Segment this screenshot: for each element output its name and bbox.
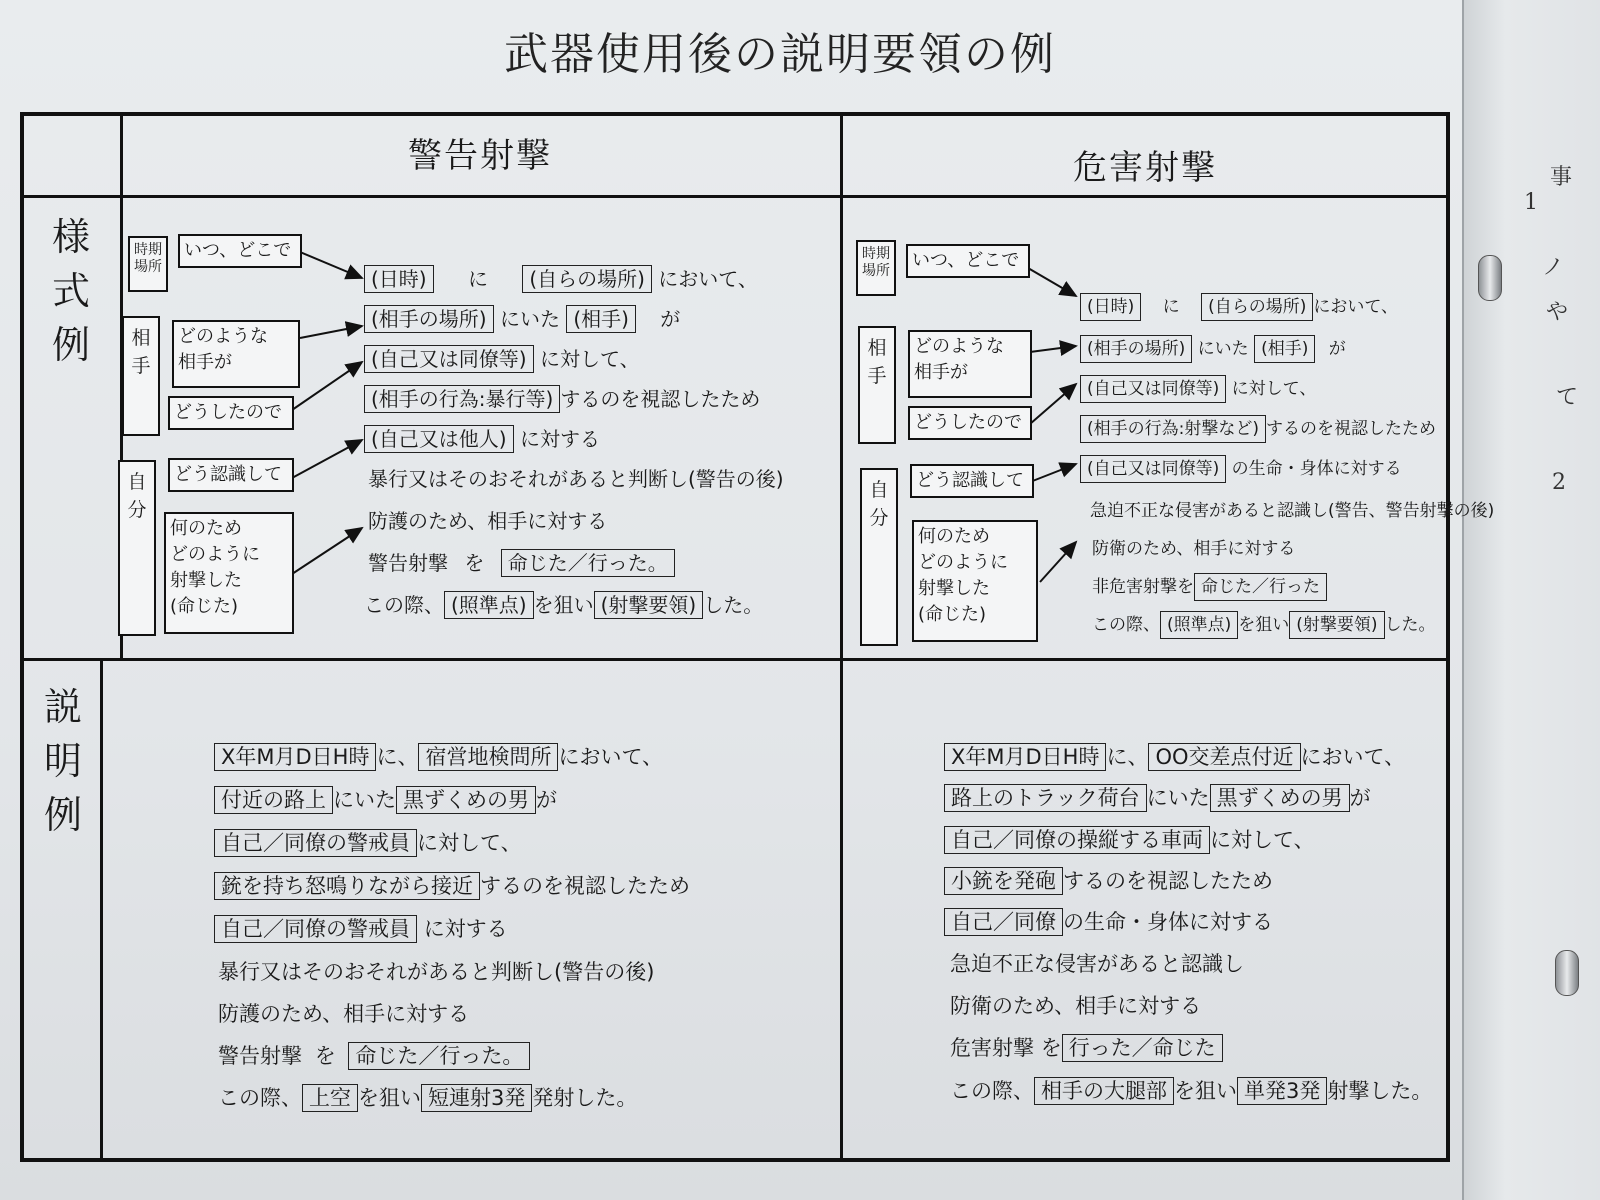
format-line [364,424,600,454]
example-line [214,828,522,858]
label-how-recognize: どう認識して [910,464,1034,498]
text: した。 [703,593,764,617]
text: を狙い [1238,615,1290,635]
format-line: 防護のため、相手に対する [368,509,608,533]
side-page-char: 2 [1552,470,1566,495]
text: にいた [1197,339,1249,359]
row-label-format: 様式例 [51,215,90,367]
value-box: OO交差点付近 [1148,743,1300,771]
side-page-char: や [1546,300,1569,325]
text: 非危害射撃を [1092,577,1194,597]
label-text: 相手が [178,352,232,373]
text: この際、 [218,1086,302,1110]
row-label-explanation: 説明例 [43,685,82,837]
label-text: 何のため [918,526,990,547]
text: に、 [1106,745,1149,769]
placeholder-box: (相手) [1254,335,1315,363]
text: するのを視認したため [1063,869,1273,893]
placeholder-box: (日時) [364,265,434,293]
placeholder-box: (射撃要領) [1289,611,1384,639]
example-line [214,871,690,901]
placeholder-box: (自己又は同僚等) [364,345,534,373]
text: 発射した。 [532,1086,638,1110]
format-line [1092,610,1436,640]
text: を [464,551,485,575]
text: を狙い [533,593,594,617]
text: を狙い [1174,1079,1237,1103]
placeholder-box: (自己又は同僚等) [1080,375,1226,403]
placeholder-box: (日時) [1080,293,1141,321]
label-how-recognize: どう認識して [168,458,294,492]
placeholder-box: (相手の行為:暴行等) [364,385,560,413]
text: 警告射撃 [368,551,448,575]
text: するのを視認したため [560,387,761,411]
label-purpose [164,512,294,634]
value-box: 自己／同僚の警戒員 [214,915,417,943]
value-box: 行った／命じた [1062,1034,1223,1062]
value-box: 宿営地検問所 [418,743,558,771]
text: を狙い [358,1086,421,1110]
column-header-harm: 危害射撃 [1073,148,1217,188]
format-line [364,384,760,414]
format-line: 防衛のため、相手に対する [1092,539,1296,559]
label-text: (命じた) [918,604,987,625]
value-box: X年M月D日H時 [944,743,1106,771]
text: 警告射撃 [218,1044,302,1068]
side-page-char: ノ [1542,255,1565,280]
label-self: 自分 [118,460,156,636]
value-box: 上空 [302,1084,358,1112]
side-page-char: て [1556,385,1579,410]
placeholder-box: (自らの場所) [522,265,652,293]
label-text: 射撃した [918,578,990,599]
format-line [1092,572,1327,602]
format-line [364,344,640,374]
example-line [944,907,1273,937]
format-line [1080,374,1316,404]
page-title: 武器使用後の説明要領の例 [504,29,1056,80]
label-text: (命じた) [170,596,239,617]
value-box: 自己／同僚 [944,908,1063,936]
format-line [1080,454,1402,484]
example-line [218,1083,637,1113]
label-text: どのように [170,544,260,565]
arrow [1030,384,1076,424]
example-line [944,742,1405,772]
format-line [1080,334,1346,364]
arrow [300,252,362,278]
example-line [218,1041,530,1071]
example-line [214,785,557,815]
text: において、 [1313,297,1399,317]
text: この際、 [950,1079,1034,1103]
label-text: 相手が [914,362,968,383]
placeholder-box: 命じた／行った [1194,573,1327,601]
format-line: 急迫不正な侵害があると認識し(警告、警告射撃の後) [1090,501,1495,521]
label-self: 自分 [860,468,898,646]
label-what-did: どうしたので [168,396,294,430]
label-purpose [912,520,1038,642]
placeholder-box: (自己又は同僚等) [1080,455,1226,483]
text: の生命・身体に対する [1063,910,1273,934]
example-line [950,1033,1223,1063]
value-box: X年M月D日H時 [214,743,376,771]
placeholder-box: (相手の行為:射撃など) [1080,415,1266,443]
value-box: 相手の大腿部 [1034,1077,1174,1105]
text: に対して、 [539,347,640,371]
example-line [944,783,1371,813]
label-text: どのような [178,326,268,347]
example-line: 暴行又はそのおそれがあると判断し(警告の後) [218,960,655,984]
value-box: 自己／同僚の警戒員 [214,829,417,857]
arrow [292,440,362,478]
label-text: どのように [918,552,1008,573]
arrow [1028,268,1076,296]
example-line [214,914,508,944]
text: において、 [1300,745,1406,769]
text: 射撃した。 [1327,1079,1433,1103]
placeholder-box: (照準点) [1160,611,1238,639]
example-line [944,825,1315,855]
format-line [364,304,680,334]
text: するのを視認したため [1266,419,1436,439]
example-line [214,742,663,772]
arrow [1030,464,1076,482]
format-line: 暴行又はそのおそれがあると判断し(警告の後) [368,467,784,491]
text: に対する [519,427,600,451]
column-header-warning: 警告射撃 [408,136,552,176]
label-what-did: どうしたので [908,406,1032,440]
example-line: 防護のため、相手に対する [218,1002,470,1026]
text: に対して、 [1210,828,1315,852]
label-text: どのような [914,336,1004,357]
text: において、 [558,745,664,769]
format-line [368,548,675,578]
text: に [467,267,488,291]
example-line [950,1076,1432,1106]
format-line [1080,414,1436,444]
example-line [944,866,1273,896]
example-line: 急迫不正な侵害があると認識し [950,952,1244,976]
text: が [1349,786,1371,810]
placeholder-box: (相手) [566,305,636,333]
label-when-where: いつ、どこで [178,234,302,268]
example-line: 防衛のため、相手に対する [950,994,1202,1018]
text: を [314,1044,336,1068]
text: において、 [658,267,758,291]
label-text: 射撃した [170,570,242,591]
format-line [364,264,758,294]
text: を [1040,1036,1062,1060]
label-time-place: 時期場所 [128,236,168,292]
value-box: 小銃を発砲 [944,867,1063,895]
text: に [1162,297,1180,317]
text: にいた [499,307,560,331]
placeholder-box: 命じた／行った。 [501,549,675,577]
text: した。 [1384,615,1436,635]
label-opponent: 相手 [858,326,896,444]
value-box: 黒ずくめの男 [396,786,536,814]
text: 危害射撃 [950,1036,1034,1060]
side-page-char: 事 [1550,165,1573,190]
placeholder-box: (相手の場所) [364,305,494,333]
value-box: 短連射3発 [421,1084,532,1112]
placeholder-box: (照準点) [444,591,534,619]
text: にいた [1146,786,1210,810]
arrow [292,362,362,410]
arrow [1030,346,1076,352]
text: の生命・身体に対する [1231,459,1402,479]
text: にいた [333,788,396,812]
placeholder-box: (相手の場所) [1080,335,1192,363]
value-box: 単発3発 [1237,1077,1327,1105]
label-opponent: 相手 [122,316,160,436]
format-line [1080,292,1398,322]
value-box: 銃を持ち怒鳴りながら接近 [214,872,480,900]
label-time-place: 時期場所 [856,240,896,296]
format-line [364,590,763,620]
arrow [292,528,362,574]
label-what-opponent [172,320,300,388]
text: が [660,307,681,331]
label-text: 何のため [170,518,242,539]
text: に対する [423,917,508,941]
text: するのを視認したため [480,874,690,898]
text: に対して、 [1231,379,1317,399]
value-box: 自己／同僚の操縦する車両 [944,826,1210,854]
placeholder-box: (射撃要領) [594,591,704,619]
placeholder-box: (自らの場所) [1201,293,1313,321]
text: この際、 [1092,615,1160,635]
placeholder-box: (自己又は他人) [364,425,514,453]
text: この際、 [364,593,444,617]
value-box: 付近の路上 [214,786,333,814]
value-box: 黒ずくめの男 [1210,784,1350,812]
value-box: 命じた／行った。 [348,1042,530,1070]
label-what-opponent [908,330,1032,398]
label-when-where: いつ、どこで [906,244,1030,278]
side-page-char: 1 [1524,190,1538,215]
arrow [300,326,362,338]
text: が [1328,339,1346,359]
value-box: 路上のトラック荷台 [944,784,1147,812]
text: に対して、 [417,831,522,855]
text: が [536,788,557,812]
arrow [1040,542,1076,582]
text: に、 [376,745,419,769]
